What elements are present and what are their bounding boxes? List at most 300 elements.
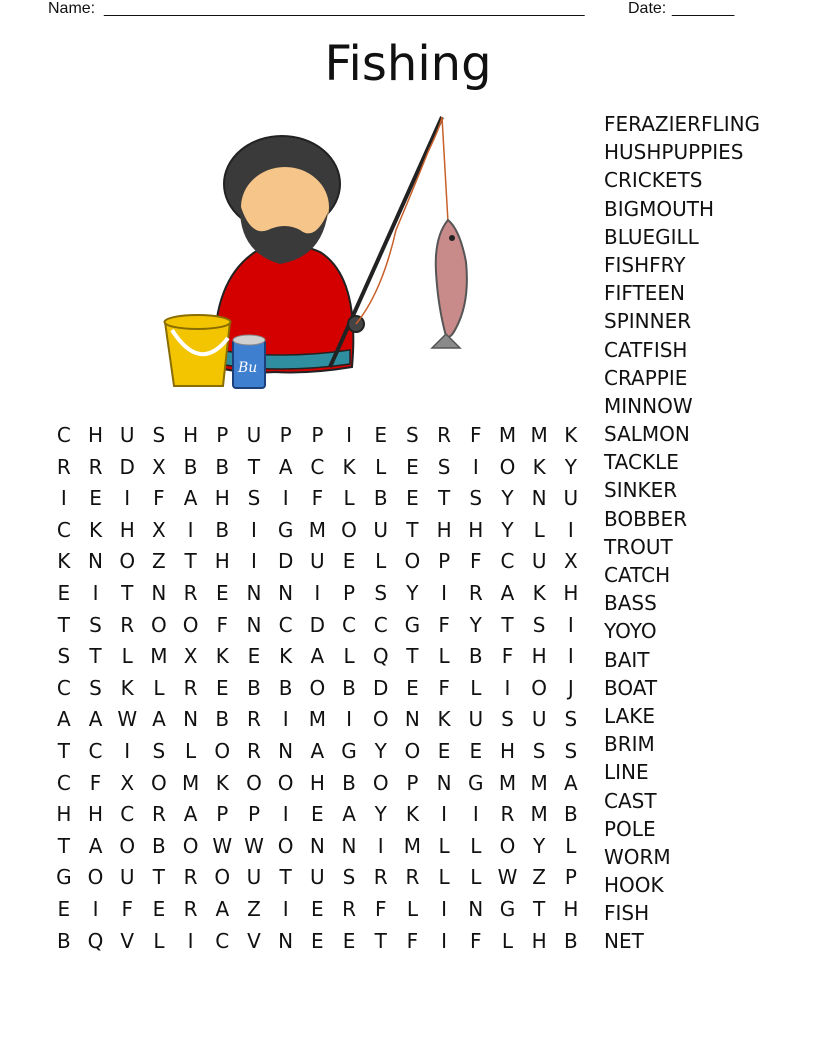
grid-letter[interactable]: I bbox=[124, 738, 131, 763]
grid-letter[interactable]: W bbox=[212, 833, 233, 858]
grid-letter[interactable]: B bbox=[56, 928, 71, 953]
grid-letter[interactable]: A bbox=[183, 802, 198, 827]
grid-letter[interactable]: T bbox=[121, 580, 134, 605]
grid-letter[interactable]: B bbox=[278, 675, 293, 700]
grid-letter[interactable]: A bbox=[278, 454, 293, 479]
grid-letter[interactable]: X bbox=[183, 644, 198, 669]
grid-letter[interactable]: M bbox=[308, 707, 326, 732]
grid-letter[interactable]: G bbox=[404, 612, 421, 637]
grid-letter[interactable]: R bbox=[437, 423, 452, 447]
grid-letter[interactable]: R bbox=[405, 865, 420, 890]
grid-letter[interactable]: L bbox=[470, 865, 482, 890]
grid-letter[interactable]: P bbox=[279, 423, 292, 447]
grid-letter[interactable]: C bbox=[56, 770, 71, 795]
grid-letter[interactable]: W bbox=[117, 707, 138, 732]
grid-letter[interactable]: A bbox=[183, 486, 198, 511]
grid-letter[interactable]: F bbox=[216, 612, 229, 637]
grid-letter[interactable]: V bbox=[120, 928, 135, 953]
grid-letter[interactable]: P bbox=[438, 549, 451, 574]
grid-letter[interactable]: O bbox=[372, 770, 389, 795]
word-list-item: BIGMOUTH bbox=[604, 196, 715, 221]
grid-letter[interactable]: E bbox=[57, 580, 71, 605]
grid-letter[interactable]: I bbox=[441, 928, 448, 953]
grid-letter[interactable]: R bbox=[183, 675, 198, 700]
grid-letter[interactable]: M bbox=[150, 644, 168, 669]
grid-letter[interactable]: D bbox=[119, 454, 135, 479]
grid-letter[interactable]: I bbox=[187, 517, 194, 542]
grid-letter[interactable]: S bbox=[469, 486, 483, 511]
grid-letter[interactable]: E bbox=[215, 675, 229, 700]
grid-letter[interactable]: B bbox=[563, 802, 578, 827]
grid-letter[interactable]: T bbox=[247, 454, 261, 479]
grid-letter[interactable]: C bbox=[215, 928, 230, 953]
grid-letter[interactable]: O bbox=[214, 865, 231, 890]
grid-letter[interactable]: T bbox=[89, 644, 102, 669]
grid-letter[interactable]: O bbox=[214, 738, 231, 763]
grid-letter[interactable]: E bbox=[57, 896, 71, 921]
grid-letter[interactable]: W bbox=[244, 833, 264, 858]
grid-letter[interactable]: S bbox=[437, 454, 451, 479]
grid-letter[interactable]: F bbox=[438, 675, 450, 700]
grid-letter[interactable]: P bbox=[343, 580, 356, 605]
grid-letter[interactable]: L bbox=[438, 865, 450, 890]
grid-letter[interactable]: O bbox=[309, 675, 326, 700]
grid-letter[interactable]: I bbox=[60, 486, 67, 511]
grid-letter[interactable]: H bbox=[309, 770, 325, 795]
grid-letter[interactable]: B bbox=[342, 675, 356, 700]
grid-letter[interactable]: O bbox=[499, 454, 516, 479]
grid-letter[interactable]: T bbox=[406, 517, 419, 542]
grid-letter[interactable]: N bbox=[88, 549, 104, 574]
grid-letter[interactable]: I bbox=[504, 675, 511, 700]
grid-letter[interactable]: O bbox=[246, 770, 262, 795]
grid-letter[interactable]: H bbox=[214, 549, 230, 574]
grid-letter[interactable]: A bbox=[310, 644, 325, 669]
grid-letter[interactable]: O bbox=[531, 675, 548, 700]
grid-letter[interactable]: H bbox=[563, 580, 579, 605]
grid-letter[interactable]: K bbox=[437, 707, 451, 732]
grid-letter[interactable]: M bbox=[498, 423, 517, 447]
grid-letter[interactable]: P bbox=[564, 865, 577, 890]
grid-letter[interactable]: G bbox=[277, 517, 294, 542]
grid-letter[interactable]: G bbox=[499, 896, 516, 921]
grid-letter[interactable]: A bbox=[310, 738, 325, 763]
grid-letter[interactable]: S bbox=[564, 707, 578, 732]
grid-letter[interactable]: P bbox=[216, 423, 229, 447]
grid-letter[interactable]: N bbox=[278, 928, 294, 953]
grid-letter[interactable]: N bbox=[278, 580, 294, 605]
grid-letter[interactable]: I bbox=[251, 517, 257, 542]
grid-letter[interactable]: E bbox=[406, 486, 419, 511]
grid-letter[interactable]: S bbox=[152, 738, 166, 763]
grid-letter[interactable]: I bbox=[124, 486, 131, 511]
grid-letter[interactable]: U bbox=[531, 549, 547, 574]
grid-letter[interactable]: L bbox=[406, 896, 418, 921]
grid-letter[interactable]: E bbox=[311, 928, 324, 953]
grid-letter[interactable]: R bbox=[88, 454, 103, 479]
grid-letter[interactable]: K bbox=[564, 423, 578, 447]
grid-letter[interactable]: S bbox=[406, 423, 419, 447]
grid-letter[interactable]: M bbox=[498, 770, 517, 795]
grid-letter[interactable]: J bbox=[567, 675, 574, 700]
grid-letter[interactable]: K bbox=[120, 675, 134, 700]
grid-letter[interactable]: H bbox=[531, 928, 547, 953]
grid-letter[interactable]: S bbox=[564, 738, 578, 763]
grid-letter[interactable]: A bbox=[215, 896, 230, 921]
grid-letter[interactable]: L bbox=[501, 928, 514, 953]
grid-letter[interactable]: I bbox=[441, 896, 448, 921]
grid-letter[interactable]: M bbox=[403, 833, 422, 858]
grid-letter[interactable]: R bbox=[247, 707, 261, 732]
grid-letter[interactable]: L bbox=[533, 517, 545, 542]
grid-letter[interactable]: O bbox=[151, 770, 167, 795]
grid-letter[interactable]: I bbox=[567, 644, 574, 669]
grid-letter[interactable]: R bbox=[468, 580, 483, 605]
grid-letter[interactable]: L bbox=[153, 928, 165, 953]
grid-letter[interactable]: O bbox=[277, 770, 294, 795]
grid-letter[interactable]: K bbox=[532, 454, 546, 479]
grid-letter[interactable]: A bbox=[152, 707, 166, 732]
grid-letter[interactable]: E bbox=[311, 802, 324, 827]
grid-letter[interactable]: C bbox=[278, 612, 293, 637]
grid-letter[interactable]: T bbox=[279, 865, 292, 890]
grid-letter[interactable]: W bbox=[497, 865, 518, 890]
grid-letter[interactable]: E bbox=[89, 486, 102, 511]
grid-letter[interactable]: I bbox=[472, 802, 479, 827]
grid-letter[interactable]: L bbox=[375, 549, 387, 574]
grid-letter[interactable]: U bbox=[468, 707, 484, 732]
grid-letter[interactable]: U bbox=[310, 549, 325, 574]
grid-letter[interactable]: Z bbox=[532, 865, 546, 890]
grid-letter[interactable]: E bbox=[311, 896, 324, 921]
grid-letter[interactable]: E bbox=[437, 738, 451, 763]
grid-letter[interactable]: T bbox=[437, 486, 451, 511]
grid-letter[interactable]: N bbox=[183, 707, 199, 732]
grid-letter[interactable]: Q bbox=[87, 928, 104, 953]
name-field[interactable]: ______________________________________________________ bbox=[104, 0, 585, 17]
grid-letter[interactable]: S bbox=[532, 612, 546, 637]
grid-letter[interactable]: H bbox=[563, 896, 579, 921]
word-list-item: CRICKETS bbox=[604, 168, 703, 193]
grid-letter[interactable]: N bbox=[246, 612, 262, 637]
grid-letter[interactable]: C bbox=[310, 454, 325, 479]
grid-letter[interactable]: N bbox=[246, 580, 262, 605]
grid-letter[interactable]: B bbox=[215, 454, 230, 479]
grid-letter[interactable]: R bbox=[183, 580, 198, 605]
grid-letter[interactable]: S bbox=[501, 707, 514, 732]
grid-letter[interactable]: O bbox=[119, 833, 136, 858]
grid-letter[interactable]: Y bbox=[374, 802, 387, 827]
grid-letter[interactable]: L bbox=[565, 833, 577, 858]
grid-letter[interactable]: P bbox=[216, 802, 229, 827]
grid-letter[interactable]: L bbox=[470, 675, 482, 700]
grid-letter[interactable]: T bbox=[57, 833, 70, 858]
grid-letter[interactable]: Y bbox=[564, 454, 577, 479]
grid-letter[interactable]: E bbox=[406, 454, 419, 479]
grid-letter[interactable]: I bbox=[346, 423, 352, 447]
grid-letter[interactable]: H bbox=[88, 423, 104, 447]
grid-letter[interactable]: G bbox=[341, 738, 357, 763]
grid-letter[interactable]: R bbox=[151, 802, 166, 827]
grid-letter[interactable]: I bbox=[187, 928, 194, 953]
grid-letter[interactable]: R bbox=[56, 454, 71, 479]
grid-letter[interactable]: R bbox=[373, 865, 388, 890]
grid-letter[interactable]: P bbox=[247, 802, 260, 827]
grid-letter[interactable]: K bbox=[215, 770, 229, 795]
grid-letter[interactable]: N bbox=[436, 770, 452, 795]
grid-letter[interactable]: S bbox=[532, 738, 546, 763]
grid-letter[interactable]: N bbox=[341, 833, 357, 858]
grid-letter[interactable]: C bbox=[342, 612, 357, 637]
grid-letter[interactable]: N bbox=[404, 707, 420, 732]
grid-letter[interactable]: N bbox=[309, 833, 325, 858]
grid-letter[interactable]: K bbox=[532, 580, 546, 605]
grid-letter[interactable]: H bbox=[56, 802, 72, 827]
grid-letter[interactable]: L bbox=[343, 644, 355, 669]
grid-letter[interactable]: H bbox=[499, 738, 515, 763]
grid-letter[interactable]: U bbox=[119, 865, 135, 890]
grid-letter[interactable]: H bbox=[214, 486, 230, 511]
grid-letter[interactable]: U bbox=[246, 423, 262, 447]
grid-letter[interactable]: H bbox=[183, 423, 199, 447]
grid-letter[interactable]: I bbox=[92, 896, 99, 921]
grid-letter[interactable]: K bbox=[405, 802, 419, 827]
grid-letter[interactable]: O bbox=[499, 833, 516, 858]
grid-letter[interactable]: M bbox=[308, 517, 326, 542]
grid-letter[interactable]: C bbox=[56, 423, 71, 447]
grid-letter[interactable]: B bbox=[183, 454, 198, 479]
grid-letter[interactable]: H bbox=[468, 517, 484, 542]
grid-letter[interactable]: I bbox=[567, 517, 574, 542]
grid-letter[interactable]: K bbox=[342, 454, 356, 479]
grid-letter[interactable]: S bbox=[89, 612, 102, 637]
grid-letter[interactable]: Y bbox=[406, 580, 419, 605]
grid-letter[interactable]: B bbox=[215, 707, 230, 732]
grid-letter[interactable]: F bbox=[470, 549, 482, 574]
grid-letter[interactable]: O bbox=[372, 707, 389, 732]
grid-letter[interactable]: V bbox=[247, 928, 261, 953]
grid-letter[interactable]: F bbox=[406, 928, 419, 953]
grid-letter[interactable]: D bbox=[277, 549, 294, 574]
fishing-line bbox=[356, 117, 448, 324]
grid-letter[interactable]: A bbox=[57, 707, 71, 732]
grid-letter[interactable]: B bbox=[563, 928, 578, 953]
grid-letter[interactable]: A bbox=[564, 770, 578, 795]
grid-letter[interactable]: O bbox=[151, 612, 167, 637]
grid-letter[interactable]: R bbox=[500, 802, 515, 827]
grid-letter[interactable]: Z bbox=[152, 549, 166, 574]
grid-letter[interactable]: X bbox=[563, 549, 578, 574]
grid-letter[interactable]: E bbox=[374, 423, 388, 447]
grid-letter[interactable]: O bbox=[341, 517, 357, 542]
grid-letter[interactable]: X bbox=[120, 770, 135, 795]
grid-letter[interactable]: O bbox=[119, 549, 136, 574]
grid-letter[interactable]: I bbox=[282, 707, 289, 732]
grid-letter[interactable]: M bbox=[530, 423, 548, 447]
grid-letter[interactable]: I bbox=[377, 833, 384, 858]
grid-letter[interactable]: S bbox=[342, 865, 356, 890]
grid-letter[interactable]: O bbox=[277, 833, 294, 858]
grid-letter[interactable]: F bbox=[121, 896, 133, 921]
grid-letter[interactable]: C bbox=[500, 549, 515, 574]
grid-letter[interactable]: B bbox=[247, 675, 261, 700]
grid-letter[interactable]: H bbox=[88, 802, 104, 827]
grid-letter[interactable]: U bbox=[531, 707, 547, 732]
grid-letter[interactable]: C bbox=[120, 802, 135, 827]
grid-letter[interactable]: Y bbox=[501, 486, 514, 511]
grid-letter[interactable]: U bbox=[246, 865, 262, 890]
grid-letter[interactable]: C bbox=[88, 738, 103, 763]
grid-letter[interactable]: F bbox=[374, 896, 387, 921]
grid-letter[interactable]: I bbox=[346, 707, 352, 732]
word-list-item: CAST bbox=[604, 788, 657, 813]
grid-letter[interactable]: K bbox=[215, 644, 229, 669]
grid-letter[interactable]: A bbox=[88, 707, 103, 732]
grid-letter[interactable]: E bbox=[469, 738, 483, 763]
grid-letter[interactable]: F bbox=[501, 644, 514, 669]
grid-letter[interactable]: B bbox=[373, 486, 388, 511]
grid-letter[interactable]: U bbox=[563, 486, 579, 511]
grid-letter[interactable]: T bbox=[184, 549, 197, 574]
grid-letter[interactable]: T bbox=[57, 738, 70, 763]
grid-letter[interactable]: T bbox=[501, 612, 514, 637]
grid-letter[interactable]: L bbox=[438, 644, 450, 669]
grid-letter[interactable]: A bbox=[342, 802, 356, 827]
grid-letter[interactable]: B bbox=[215, 517, 230, 542]
grid-letter[interactable]: N bbox=[151, 580, 167, 605]
grid-letter[interactable]: R bbox=[183, 896, 198, 921]
grid-letter[interactable]: O bbox=[182, 833, 199, 858]
grid-letter[interactable]: T bbox=[57, 612, 70, 637]
grid-letter[interactable]: Y bbox=[533, 833, 546, 858]
grid-letter[interactable]: M bbox=[181, 770, 200, 795]
grid-letter[interactable]: R bbox=[120, 612, 135, 637]
grid-letter[interactable]: H bbox=[119, 517, 135, 542]
word-list-item: CATCH bbox=[604, 563, 671, 587]
grid-letter[interactable]: B bbox=[342, 770, 356, 795]
grid-letter[interactable]: M bbox=[530, 802, 548, 827]
grid-letter[interactable]: S bbox=[89, 675, 102, 700]
grid-letter[interactable]: C bbox=[373, 612, 388, 637]
grid-letter[interactable]: D bbox=[373, 675, 389, 700]
grid-letter[interactable]: A bbox=[500, 580, 515, 605]
grid-letter[interactable]: M bbox=[530, 770, 548, 795]
grid-letter[interactable]: T bbox=[374, 928, 387, 953]
grid-letter[interactable]: F bbox=[89, 770, 102, 795]
grid-letter[interactable]: N bbox=[468, 896, 484, 921]
grid-letter[interactable]: I bbox=[567, 612, 574, 637]
grid-letter[interactable]: N bbox=[531, 486, 547, 511]
grid-letter[interactable]: F bbox=[153, 486, 165, 511]
grid-letter[interactable]: N bbox=[278, 738, 294, 763]
grid-letter[interactable]: X bbox=[152, 517, 166, 542]
grid-letter[interactable]: A bbox=[88, 833, 103, 858]
grid-letter[interactable]: B bbox=[152, 833, 166, 858]
grid-letter[interactable]: K bbox=[88, 517, 103, 542]
grid-letter[interactable]: L bbox=[153, 675, 165, 700]
grid-letter[interactable]: Z bbox=[247, 896, 261, 921]
grid-letter[interactable]: I bbox=[314, 580, 321, 605]
grid-letter[interactable]: K bbox=[57, 549, 71, 574]
grid-letter[interactable]: P bbox=[406, 770, 419, 795]
grid-letter[interactable]: H bbox=[531, 644, 547, 669]
grid-letter[interactable]: Y bbox=[374, 738, 387, 763]
grid-letter[interactable]: E bbox=[342, 549, 356, 574]
grid-letter[interactable]: O bbox=[87, 865, 104, 890]
grid-letter[interactable]: T bbox=[152, 865, 166, 890]
grid-letter[interactable]: Y bbox=[501, 517, 514, 542]
grid-letter[interactable]: F bbox=[311, 486, 324, 511]
grid-letter[interactable]: F bbox=[470, 423, 482, 447]
grid-letter[interactable]: I bbox=[472, 454, 479, 479]
grid-letter[interactable]: E bbox=[247, 644, 261, 669]
grid-letter[interactable]: O bbox=[404, 549, 421, 574]
grid-letter[interactable]: L bbox=[438, 833, 450, 858]
grid-letter[interactable]: S bbox=[247, 486, 261, 511]
grid-letter[interactable]: P bbox=[311, 423, 324, 447]
grid-letter[interactable]: E bbox=[152, 896, 166, 921]
grid-letter[interactable]: S bbox=[374, 580, 388, 605]
grid-letter[interactable]: Y bbox=[469, 612, 482, 637]
grid-letter[interactable]: L bbox=[343, 486, 355, 511]
grid-letter[interactable]: L bbox=[185, 738, 197, 763]
grid-letter[interactable]: T bbox=[406, 644, 419, 669]
grid-letter[interactable]: B bbox=[468, 644, 483, 669]
grid-letter[interactable]: S bbox=[152, 423, 166, 447]
grid-letter[interactable]: E bbox=[342, 928, 356, 953]
grid-letter[interactable]: F bbox=[470, 928, 482, 953]
grid-letter[interactable]: R bbox=[247, 738, 261, 763]
grid-letter[interactable]: H bbox=[436, 517, 452, 542]
grid-letter[interactable]: U bbox=[119, 423, 135, 447]
word-list-item: TACKLE bbox=[604, 450, 679, 475]
grid-letter[interactable]: I bbox=[251, 549, 257, 574]
grid-letter[interactable]: I bbox=[282, 802, 289, 827]
grid-letter[interactable]: D bbox=[309, 612, 326, 637]
grid-letter[interactable]: I bbox=[282, 486, 289, 511]
grid-letter[interactable]: E bbox=[215, 580, 229, 605]
grid-letter[interactable]: O bbox=[182, 612, 199, 637]
word-list-item: BOAT bbox=[604, 675, 658, 700]
grid-letter[interactable]: I bbox=[282, 896, 289, 921]
grid-letter[interactable]: U bbox=[310, 865, 325, 890]
grid-letter[interactable]: R bbox=[183, 865, 198, 890]
grid-letter[interactable]: G bbox=[56, 865, 72, 890]
word-list-item: FISH bbox=[604, 901, 650, 926]
grid-letter[interactable]: Q bbox=[372, 644, 389, 669]
grid-letter[interactable]: I bbox=[92, 580, 99, 605]
grid-letter[interactable]: C bbox=[56, 675, 71, 700]
grid-letter[interactable]: O bbox=[404, 738, 421, 763]
grid-letter[interactable]: X bbox=[152, 454, 166, 479]
grid-letter[interactable]: T bbox=[533, 896, 546, 921]
word-list-item: SPINNER bbox=[604, 309, 692, 334]
grid-letter[interactable]: S bbox=[57, 644, 71, 669]
grid-letter[interactable]: E bbox=[406, 675, 419, 700]
grid-letter[interactable]: I bbox=[441, 802, 448, 827]
grid-letter[interactable]: K bbox=[279, 644, 293, 669]
grid-letter[interactable]: G bbox=[468, 770, 484, 795]
grid-letter[interactable]: U bbox=[373, 517, 389, 542]
grid-letter[interactable]: L bbox=[121, 644, 133, 669]
grid-letter[interactable]: L bbox=[470, 833, 482, 858]
grid-letter[interactable]: F bbox=[438, 612, 450, 637]
grid-letter[interactable]: L bbox=[375, 454, 387, 479]
grid-letter[interactable]: I bbox=[441, 580, 448, 605]
grid-letter[interactable]: R bbox=[342, 896, 356, 921]
grid-letter[interactable]: C bbox=[56, 517, 71, 542]
date-field[interactable]: _______ bbox=[672, 0, 735, 17]
